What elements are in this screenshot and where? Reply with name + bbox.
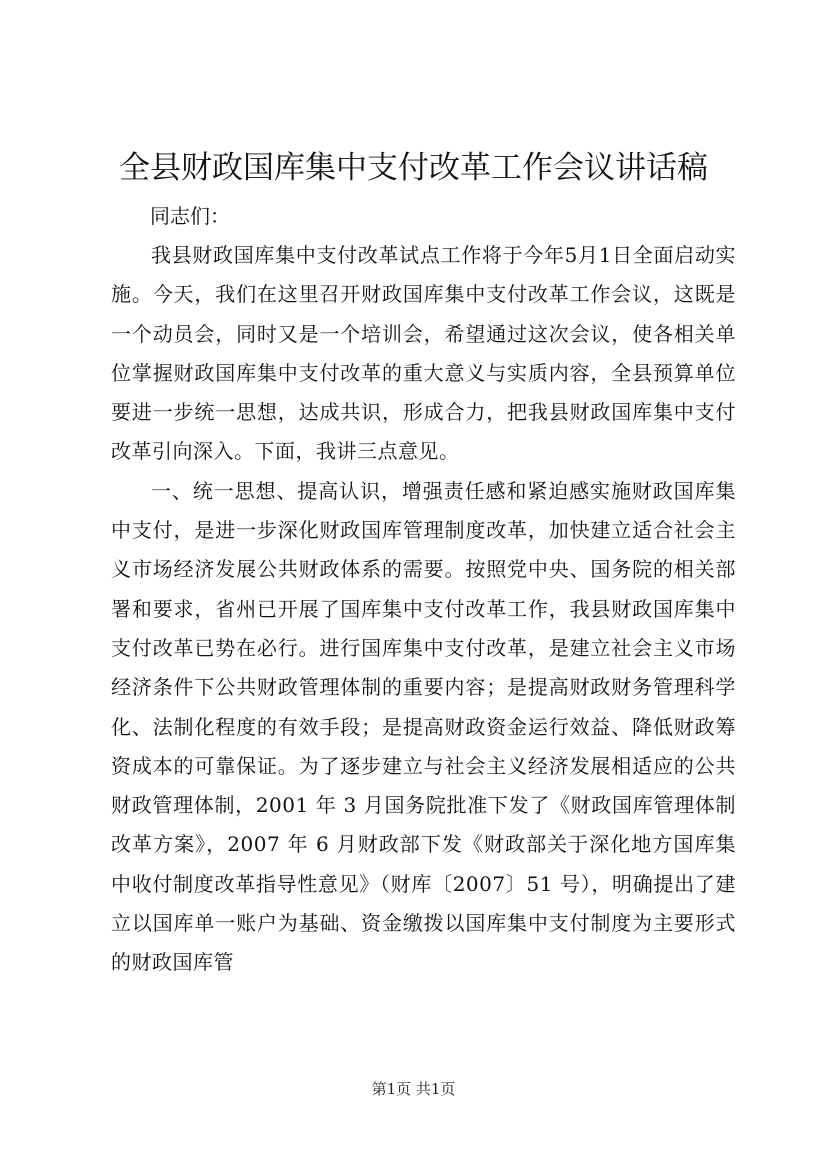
salutation: 同志们：	[150, 204, 230, 228]
document-body	[111, 236, 736, 983]
page-number-footer: 第1页 共1页	[371, 1080, 456, 1098]
paragraph: 我县财政国库集中支付改革试点工作将于今年5月1日全面启动实施。今天，我们在这里召开财政国库集中支付改革工作会议，这既是一个动员会，同时又是一个培训会，希望通过这次会议，使各相关单位掌握财政国库集中支付改革的重大意义与实质内容，全县预算单位要进一步统一思想，达成共识，形成合力，把我县财政国库集中支付改革引向深入。下面，我讲三点意见。	[111, 243, 736, 464]
document-title: 全县财政国库集中支付改革工作会议讲话稿	[119, 150, 708, 186]
paragraph: 一、统一思想、提高认识，增强责任感和紧迫感实施财政国库集中支付，是进一步深化财政国库管理制度改革，加快建立适合社会主义市场经济发展公共财政体系的需要。按照党中央、国务院的相关部署和要求，省州已开展了国库集中支付改革工作，我县财政国库集中支付改革已势在必行。进行国库集中支付改革，是建立社会主义市场经济条件下公共财政管理体制的重要内容；是提高财政财务管理科学化、法制化程度的有效手段；是提高财政资金运行效益、降低财政筹资成本的可靠保证。为了逐步建立与社会主义经济发展相适应的公共财政管理体制，2001 年 3 月国务院批准下发了《财政国库管理体制改革方案》，2007 年 6 月财政部下发《财政部关于深化地方国库集中收付制度改革指导性意见》（财库〔2007〕51 号），明确提出了建立以国库单一账户为基础、资金缴拨以国库集中支付制度为主要形式的财政国库管	[111, 478, 736, 975]
